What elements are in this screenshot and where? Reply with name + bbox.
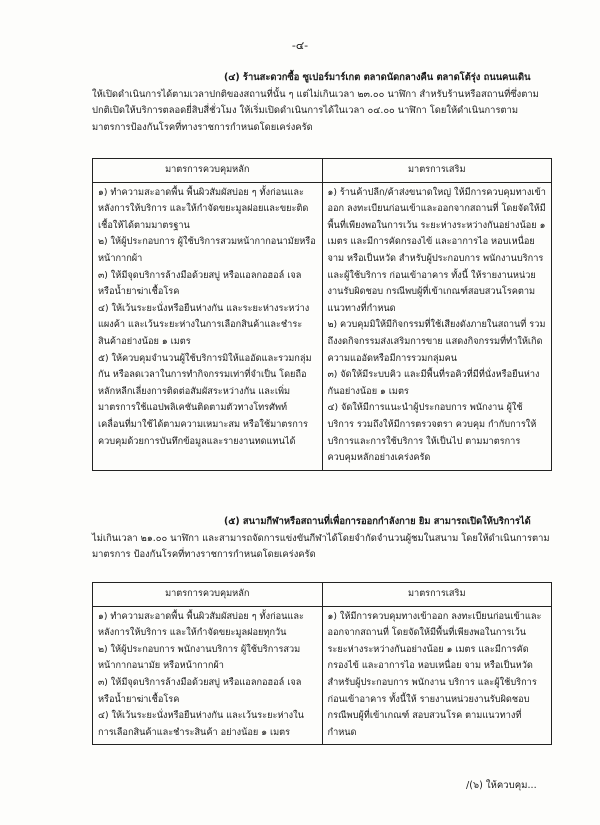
section-5-measures-table <box>92 582 552 745</box>
main-measures-cell <box>93 182 323 470</box>
extra-measure-item: ๔) จัดให้มีการแนะนำผู้ประกอบการ พนักงาน ผู้ใช้บริการ รวมถึงให้มีการตรวจตรา ควบคุม กำกับการให้บริการและการใช้บริการ ให้เป็นไป ตามมาตรการควบคุมหลักอย่างเคร่งครัด <box>327 402 537 464</box>
extra-measures-header: มาตรการเสริม <box>322 159 552 183</box>
section-4-intro <box>92 70 552 136</box>
main-measure-item: ๑) ทำความสะอาดพื้น พื้นผิวสัมผัสบ่อย ๆ ทั้งก่อนและหลังการให้บริการ และให้กำจัดขยะมูลฝอยทุกวัน <box>98 610 304 639</box>
main-measures-header: มาตรการควบคุมหลัก <box>93 583 323 607</box>
extra-measures-cell <box>322 182 552 470</box>
extra-measure-item: ๑) ให้มีการควบคุมทางเข้าออก ลงทะเบียนก่อนเข้าและออกจากสถานที่ โดยจัดให้มีพื้นที่เพียงพอในการเว้นระยะห่างระหว่างกันอย่างน้อย ๑ เมตร และมีการคัดกรองไข้ และอาการไอ หอบเหนื่อย จาม หรือเป็นหวัด สำหรับผู้ประกอบการ พนักงาน บริการ และผู้ใช้บริการ ก่อนเข้าอาคาร ทั้งนี้ให้ รายงานหน่วยงานรับผิดชอบ กรณีพบผู้ที่เข้าเกณฑ์ สอบสวนโรค ตามแนวทางที่กำหนด <box>327 610 542 738</box>
main-measure-item: ๓) ให้มีจุดบริการล้างมือด้วยสบู่ หรือแอลกอฮอล์ เจล หรือน้ำยาฆ่าเชื้อโรค <box>98 676 302 705</box>
extra-measure-item: ๑) ร้านค้าปลีก/ค้าส่งขนาดใหญ่ ให้มีการควบคุมทางเข้าออก ลงทะเบียนก่อนเข้าและออกจากสถานที่ โดยจัดให้มีพื้นที่เพียงพอในการเว้น ระยะห่างระหว่างกันอย่างน้อย ๑ เมตร และมีการคัดกรองไข้ และอาการไอ หอบเหนื่อย จาม หรือเป็นหวัด สำหรับผู้ประกอบการ พนักงานบริการ และผู้ใช้บริการ ก่อนเข้าอาคาร ทั้งนี้ ให้รายงานหน่วยงานรับผิดชอบ กรณีพบผู้ที่เข้าเกณฑ์สอบสวนโรคตามแนวทางที่กำหนด <box>327 186 546 314</box>
section-5-body: ไม่เกินเวลา ๒๑.๐๐ นาฬิกา และสามารถจัดการแข่งขันกีฬาได้โดยจำกัดจำนวนผู้ชมในสนาม โดยให้ดำเนินการตามมาตรการ ป้องกันโรคที่ทางราชการกำหนดโดยเคร่งครัด <box>92 532 550 560</box>
main-measure-item: ๓) ให้มีจุดบริการล้างมือด้วยสบู่ หรือแอลกอฮอล์ เจล หรือน้ำยาฆ่าเชื้อโรค <box>98 269 302 298</box>
main-measure-item: ๑) ทำความสะอาดพื้น พื้นผิวสัมผัสบ่อย ๆ ทั้งก่อนและหลังการให้บริการ และให้กำจัดขยะมูลฝอยและขยะติดเชื้อให้ได้ตามมาตรฐาน <box>98 186 309 231</box>
main-measure-item: ๔) ให้เว้นระยะนั่งหรือยืนห่างกัน และเว้นระยะห่างในการเลือกสินค้าและชำระสินค้า อย่างน้อย ๑ เมตร <box>98 710 304 738</box>
main-measure-item: ๔) ให้เว้นระยะนั่งหรือยืนห่างกัน และระยะห่างระหว่างแผงค้า และเว้นระยะห่างในการเลือกสินค้าและชำระสินค้าอย่างน้อย ๑ เมตร <box>98 302 310 347</box>
continuation-note: /(๖) ให้ควบคุม... <box>466 780 537 791</box>
main-measures-cell <box>93 606 323 745</box>
section-4-heading: (๔) ร้านสะดวกซื้อ ซูเปอร์มาร์เกต ตลาดนัดกลางคืน ตลาดโต้รุ่ง ถนนคนเดิน <box>224 72 531 83</box>
extra-measure-item: ๓) จัดให้มีระบบคิว และมีพื้นที่รอคิวที่มีที่นั่งหรือยืนห่างกันอย่างน้อย ๑ เมตร <box>327 369 540 397</box>
page-number: -๔- <box>291 39 309 52</box>
section-5-intro <box>92 514 552 564</box>
main-measure-item: ๕) ให้ควบคุมจำนวนผู้ใช้บริการมิให้แออัดและรวมกลุ่มกัน หรือลดเวลาในการทำกิจกรรมเท่าที่จำเป็น โดยถือหลักหลีกเลี่ยงการติดต่อสัมผัสระหว่างกัน และเพิ่มมาตรการใช้แอปพลิเคชันติดตามตัวทางโทรศัพท์เคลื่อนที่มาใช้ได้ตามความเหมาะสม หรือใช้มาตรการควบคุมด้วยการบันทึกข้อมูลและรายงานทดแทนได้ <box>98 352 312 447</box>
extra-measure-item: ๒) ควบคุมมิให้มีกิจกรรมที่ใช้เสียงดังภายในสถานที่ รวมถึงงดกิจกรรมส่งเสริมการขาย แสดงกิจกรรมที่ทำให้เกิดความแออัดหรือมีการรวมกลุ่มคน <box>327 319 546 364</box>
section-4-measures-table <box>92 158 552 471</box>
section-4-body: ให้เปิดดำเนินการได้ตามเวลาปกติของสถานที่นั้น ๆ แต่ไม่เกินเวลา ๒๓.๐๐ นาฬิกา สำหรับร้านหรือสถานที่ซึ่งตามปกติเปิดให้บริการตลอดยี่สิบสี่ชั่วโมง ให้เริ่มเปิดดำเนินการได้ในเวลา ๐๔.๐๐ นาฬิกา โดยให้ดำเนินการตามมาตรการป้องกันโรคที่ทางราชการกำหนดโดยเคร่งครัด <box>92 88 539 133</box>
main-measure-item: ๒) ให้ผู้ประกอบการ ผู้ใช้บริการสวมหน้ากากอนามัยหรือหน้ากากผ้า <box>98 236 316 264</box>
main-measure-item: ๒) ให้ผู้ประกอบการ พนักงานบริการ ผู้ใช้บริการสวมหน้ากากอนามัย หรือหน้ากากผ้า <box>98 643 301 672</box>
section-5-heading: (๕) สนามกีฬาหรือสถานที่เพื่อการออกกำลังกาย ยิม สามารถเปิดให้บริการได้ <box>224 516 531 527</box>
extra-measures-header: มาตรการเสริม <box>322 583 552 607</box>
extra-measures-cell <box>322 606 552 745</box>
main-measures-header: มาตรการควบคุมหลัก <box>93 159 323 183</box>
